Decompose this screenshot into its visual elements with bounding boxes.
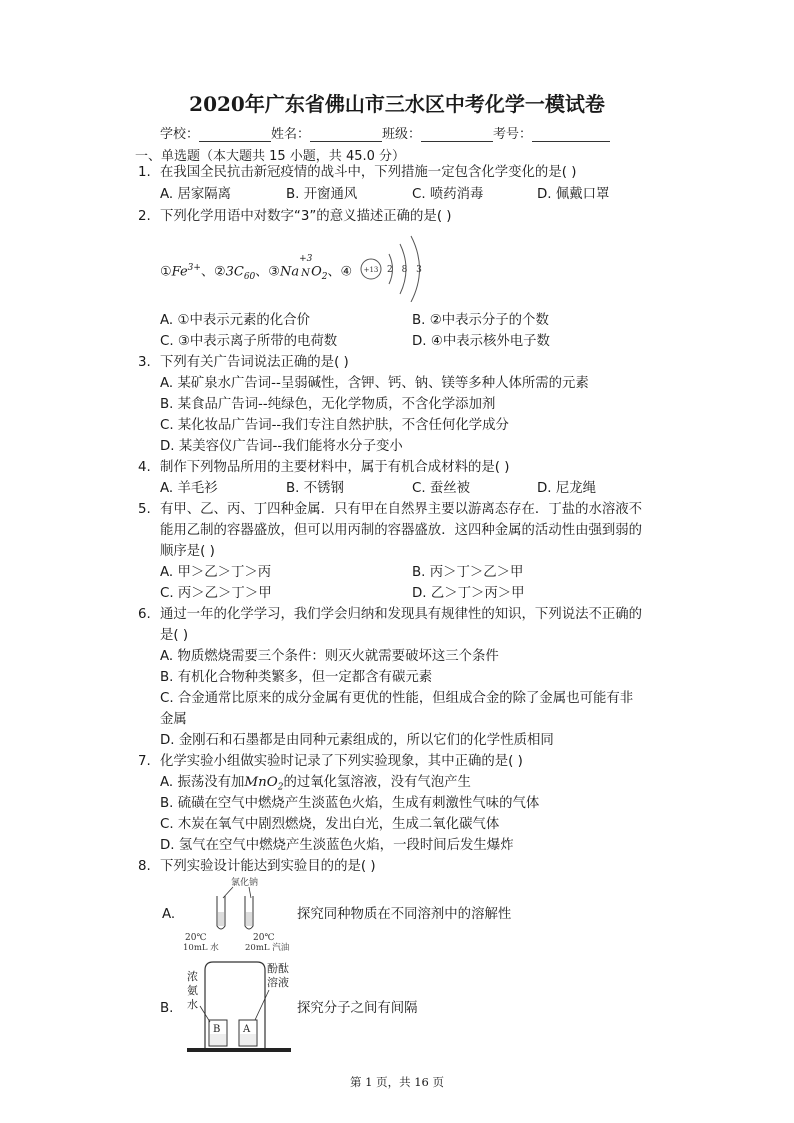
- q6-option-a[interactable]: A. 物质燃烧需要三个条件：则灭火就需要破坏这三个条件: [160, 649, 499, 664]
- q1-option-b[interactable]: B. 开窗通风: [286, 187, 358, 202]
- gasoline-volume-label: 20mL 汽油: [245, 943, 290, 953]
- q3-option-a[interactable]: A. 某矿泉水广告词--呈弱碱性，含钾、钙、钠、镁等多种人体所需的元素: [160, 376, 589, 391]
- separator-4: 、④: [327, 264, 353, 280]
- student-info-line: [160, 123, 610, 142]
- formula-c60-sub: 60: [243, 271, 256, 282]
- q4-number: 4.: [138, 460, 151, 475]
- q6-option-c-line-2[interactable]: 金属: [160, 712, 187, 727]
- exam-no-blank[interactable]: [532, 127, 610, 142]
- class-blank[interactable]: [421, 127, 493, 142]
- name-blank[interactable]: [310, 127, 382, 142]
- circled-1: ①: [160, 264, 172, 280]
- q7-a-text-post: 的过氧化氢溶液，没有气泡产生: [283, 775, 471, 790]
- gasoline-temp-label: 20℃: [253, 933, 275, 943]
- q8-option-a-text: 探究同种物质在不同溶剂中的溶解性: [297, 907, 512, 922]
- q1-option-d[interactable]: D. 佩戴口罩: [537, 187, 610, 202]
- q6-option-c-line-1[interactable]: C. 合金通常比原来的成分金属有更优的性能，但组成合金的除了金属也可能有非: [160, 691, 634, 706]
- q2-option-a[interactable]: A. ①中表示元素的化合价: [160, 313, 310, 328]
- q6-stem-line-1: 通过一年的化学学习，我们学会归纳和发现具有规律性的知识，下列说法不正确的: [160, 607, 643, 622]
- q5-option-c[interactable]: C. 丙＞乙＞丁＞甲: [160, 586, 272, 601]
- phenolphthalein-pointer: [255, 990, 269, 1020]
- q4-option-c[interactable]: C. 蚕丝被: [412, 481, 471, 496]
- q6-number: 6.: [138, 607, 151, 622]
- q8-stem: 下列实验设计能达到实验目的的是( ): [160, 859, 376, 874]
- formula-nano2: Na: [279, 264, 300, 280]
- q4-stem: 制作下列物品所用的主要材料中，属于有机合成材料的是( ): [160, 460, 510, 475]
- beaker-a-label: A: [243, 1024, 251, 1035]
- solubility-experiment-diagram: [183, 876, 303, 954]
- q4-option-a[interactable]: A. 羊毛衫: [160, 481, 218, 496]
- section-heading: 一、单选题（本大题共 15 小题，共 45.0 分）: [135, 149, 406, 164]
- q7-option-c[interactable]: C. 木炭在氧气中剧烈燃烧，发出白光，生成二氧化碳气体: [160, 817, 500, 832]
- q2-stem: 下列化学用语中对数字“3”的意义描述正确的是( ): [160, 209, 452, 224]
- formula-mno2: MnO: [244, 775, 278, 790]
- q3-option-c[interactable]: C. 某化妆品广告词--我们专注自然护肤，不含任何化学成分: [160, 418, 509, 433]
- formula-mno2-sub: 2: [277, 782, 284, 793]
- q7-number: 7.: [138, 754, 151, 769]
- separator-2: 、②: [200, 264, 226, 280]
- q2-number: 2.: [138, 209, 151, 224]
- exam-no-label: 考号：: [493, 127, 533, 142]
- formula-fe-charge: 3+: [187, 263, 201, 273]
- q8-number: 8.: [138, 859, 151, 874]
- q5-option-b[interactable]: B. 丙＞丁＞乙＞甲: [412, 565, 524, 580]
- gasoline-liquid: [246, 912, 252, 926]
- page-footer: 第 1 页，共 16 页: [349, 1075, 445, 1089]
- nucleus-label: +13: [363, 266, 379, 274]
- q7-option-d[interactable]: D. 氢气在空气中燃烧产生淡蓝色火焰，一段时间后发生爆炸: [160, 838, 514, 853]
- electron-counts: 2 8 3: [387, 265, 425, 275]
- q1-number: 1.: [138, 165, 151, 180]
- q7-stem: 化学实验小组做实验时记录了下列实验现象，其中正确的是( ): [160, 754, 523, 769]
- label-pointer-right: [249, 887, 251, 898]
- q5-number: 5.: [138, 502, 151, 517]
- atom-structure-diagram: [358, 232, 438, 302]
- q2-option-b[interactable]: B. ②中表示分子的个数: [412, 313, 549, 328]
- q3-number: 3.: [138, 355, 151, 370]
- molecule-movement-diagram: [183, 958, 295, 1056]
- q5-option-d[interactable]: D. 乙＞丁＞丙＞甲: [412, 586, 525, 601]
- water-volume-label: 10mL 水: [183, 943, 219, 953]
- formula-o: O: [311, 264, 322, 280]
- q8-option-b-label[interactable]: B.: [160, 1001, 174, 1016]
- q2-option-d[interactable]: D. ④中表示核外电子数: [412, 334, 550, 349]
- sodium-chloride-label: 氯化钠: [231, 878, 259, 888]
- q5-stem-line-2: 能用乙制的容器盛放，但可以用丙制的容器盛放．这四种金属的活动性由强到弱的: [160, 523, 643, 538]
- phenolphthalein-label-1: 酚酞: [267, 962, 289, 975]
- beaker-b-liquid: [210, 1034, 226, 1045]
- water-liquid: [218, 912, 224, 926]
- ammonia-label-2: 氨: [187, 984, 198, 997]
- q1-option-c[interactable]: C. 喷药消毒: [412, 187, 484, 202]
- q3-option-d[interactable]: D. 某美容仪广告词--我们能将水分子变小: [160, 439, 403, 454]
- q6-option-b[interactable]: B. 有机化合物种类繁多，但一定都含有碳元素: [160, 670, 433, 685]
- beaker-a-liquid: [240, 1034, 256, 1045]
- q2-formulas: [160, 254, 353, 287]
- formula-valence: +3: [299, 254, 313, 265]
- q1-stem: 在我国全民抗击新冠疫情的战斗中，下列措施一定包含化学变化的是( ): [160, 165, 577, 180]
- ammonia-label-3: 水: [187, 998, 198, 1011]
- q1-option-a[interactable]: A. 居家隔离: [160, 187, 231, 202]
- q8-option-a-label[interactable]: A.: [162, 907, 176, 922]
- q5-stem-line-3: 顺序是( ): [160, 544, 215, 559]
- q3-option-b[interactable]: B. 某食品广告词--纯绿色，无化学物质，不含化学添加剂: [160, 397, 496, 412]
- q8-option-b-text: 探究分子之间有间隔: [297, 1001, 418, 1016]
- formula-n: N: [301, 268, 310, 280]
- q4-option-b[interactable]: B. 不锈钢: [286, 481, 344, 496]
- formula-o-sub: 2: [321, 271, 328, 282]
- q7-option-b[interactable]: B. 硫磺在空气中燃烧产生淡蓝色火焰，生成有刺激性气味的气体: [160, 796, 540, 811]
- ammonia-label-1: 浓: [187, 970, 198, 983]
- phenolphthalein-label-2: 溶液: [267, 976, 289, 989]
- q5-stem-line-1: 有甲、乙、丙、丁四种金属．只有甲在自然界主要以游离态存在．丁盐的水溶液不: [160, 502, 643, 517]
- formula-fe: Fe: [171, 264, 188, 280]
- base-plate: [187, 1048, 291, 1052]
- water-temp-label: 20℃: [185, 933, 207, 943]
- school-blank[interactable]: [199, 127, 271, 142]
- school-label: 学校：: [160, 127, 200, 142]
- q6-stem-line-2: 是( ): [160, 628, 189, 643]
- q3-stem: 下列有关广告词说法正确的是( ): [160, 355, 349, 370]
- q4-option-d[interactable]: D. 尼龙绳: [537, 481, 596, 496]
- name-label: 姓名：: [271, 127, 311, 142]
- separator-3: 、③: [255, 264, 280, 280]
- q2-option-c[interactable]: C. ③中表示离子所带的电荷数: [160, 334, 338, 349]
- class-label: 班级：: [382, 127, 422, 142]
- page-title: 2020年广东省佛山市三水区中考化学一模试卷: [189, 92, 605, 116]
- beaker-b-label: B: [213, 1024, 221, 1035]
- q6-option-d[interactable]: D. 金刚石和石墨都是由同种元素组成的，所以它们的化学性质相同: [160, 733, 554, 748]
- q7-a-text-pre: A. 振荡没有加: [160, 775, 245, 790]
- formula-c60: 3C: [225, 264, 244, 280]
- q5-option-a[interactable]: A. 甲＞乙＞丁＞丙: [160, 565, 272, 580]
